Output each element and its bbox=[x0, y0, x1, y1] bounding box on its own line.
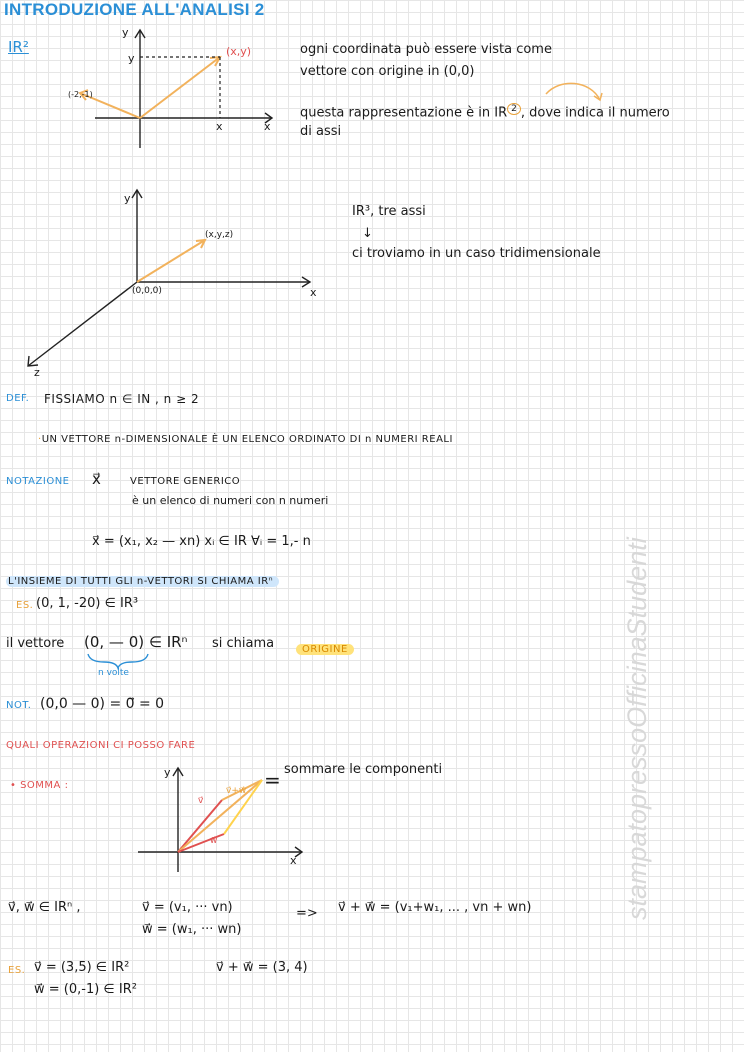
r2-label: IR² bbox=[8, 38, 29, 56]
set-example: (0, 1, -20) ∈ IR³ bbox=[36, 596, 139, 611]
sum-label-w: w⃗ bbox=[210, 836, 218, 846]
r2-point-label: (x,y) bbox=[226, 45, 252, 58]
page-title: INTRODUZIONE ALL'ANALISI 2 bbox=[4, 0, 265, 19]
sum-equals: = bbox=[264, 768, 281, 792]
r2-text-1: ogni coordinata può essere vista come bbox=[300, 42, 552, 57]
sum-description: sommare le componenti bbox=[284, 762, 443, 777]
sum-formula-implies: => bbox=[296, 906, 318, 921]
r2-axis-y-label: y bbox=[122, 26, 129, 39]
r3-axis-y-label: y bbox=[124, 192, 131, 205]
sum-label-vw: v⃗+w⃗ bbox=[226, 786, 247, 796]
r2-text-3-sup: 2 bbox=[507, 103, 521, 115]
r2-text-2: vettore con origine in (0,0) bbox=[300, 64, 475, 79]
example-sum: v⃗ + w⃗ = (3, 4) bbox=[216, 960, 308, 975]
example-v: v⃗ = (3,5) ∈ IR² bbox=[34, 960, 130, 975]
r3-point-label: (x,y,z) bbox=[205, 230, 234, 240]
def-text: FISSIAMO n ∈ IN , n ≥ 2 bbox=[44, 392, 200, 406]
sum-formula-result: v⃗ + w⃗ = (v₁+w₁, ... , vn + wn) bbox=[338, 900, 532, 915]
set-ex-label: ES. bbox=[16, 600, 34, 611]
not2-label: NOT. bbox=[6, 700, 32, 711]
watermark-text: stampatopressoOfficinaStudenti bbox=[622, 537, 652, 920]
r3-origin-label: (0,0,0) bbox=[132, 286, 162, 296]
notation-formula: x⃗ = (x₁, x₂ — xn) xᵢ ∈ IR ∀ᵢ = 1,- n bbox=[92, 534, 311, 549]
sum-axis-x-label: x bbox=[290, 854, 297, 867]
def-label: DEF. bbox=[6, 393, 30, 404]
notation-text-1: VETTORE GENERICO bbox=[130, 476, 241, 487]
example-w: w⃗ = (0,-1) ∈ IR² bbox=[34, 982, 137, 997]
origin-text-a: il vettore bbox=[6, 636, 65, 651]
r2-neg-point-label: (-2,-1) bbox=[68, 90, 93, 99]
r2-text-3a: questa rappresentazione è in IR bbox=[300, 105, 508, 121]
r3-text-2: ci troviamo in un caso tridimensionale bbox=[352, 246, 601, 261]
r3-axis-z-label: z bbox=[34, 366, 40, 379]
r3-arrow: ↓ bbox=[362, 226, 373, 241]
sum-formula-v-def: v⃗ = (v₁, ··· vn) bbox=[142, 900, 233, 915]
origin-text-b: si chiama bbox=[212, 636, 275, 651]
notation-label: NOTAZIONE bbox=[6, 476, 70, 487]
def-bullet-text: UN VETTORE n-DIMENSIONALE È UN ELENCO ORDINATO DI n NUMERI REALI bbox=[41, 434, 453, 445]
notation-symbol: x⃗ bbox=[92, 470, 101, 488]
sum-formula-left: v⃗, w⃗ ∈ IRⁿ , bbox=[8, 900, 81, 915]
r3-text-1: IR³, tre assi bbox=[352, 204, 426, 219]
r2-text-3b: , dove indica il numero bbox=[520, 105, 670, 121]
operations-heading: QUALI OPERAZIONI CI POSSO FARE bbox=[6, 740, 196, 751]
sum-label-v: v⃗ bbox=[198, 796, 204, 806]
r2-axis-x-label: x bbox=[264, 120, 271, 133]
def-bullet: ·UN VETTORE n-DIMENSIONALE È UN ELENCO ORDINATO DI n NUMERI REALI bbox=[38, 434, 453, 445]
origin-highlight: ORIGINE bbox=[296, 644, 354, 655]
origin-vector: (0, — 0) ∈ IRⁿ bbox=[84, 633, 188, 651]
origin-under-label: n volte bbox=[98, 668, 129, 678]
set-text-highlight: L'INSIEME DI TUTTI GLI n-VETTORI SI CHIAMA IRⁿ bbox=[6, 576, 279, 587]
sum-diagram bbox=[0, 0, 320, 880]
not2-text: (0,0 — 0) = 0⃗ = 0 bbox=[40, 696, 165, 712]
sum-axis-y-label: y bbox=[164, 766, 171, 779]
sum-formula-w-def: w⃗ = (w₁, ··· wn) bbox=[142, 922, 242, 937]
operations-bullet: • SOMMA : bbox=[10, 780, 69, 791]
r2-tick-y: y bbox=[128, 52, 135, 65]
notation-text-2: è un elenco di numeri con n numeri bbox=[132, 494, 329, 507]
r2-text-4: di assi bbox=[300, 124, 342, 139]
r2-tick-x: x bbox=[216, 120, 223, 133]
example-label: ES. bbox=[8, 965, 26, 976]
r3-axis-x-label: x bbox=[310, 286, 317, 299]
